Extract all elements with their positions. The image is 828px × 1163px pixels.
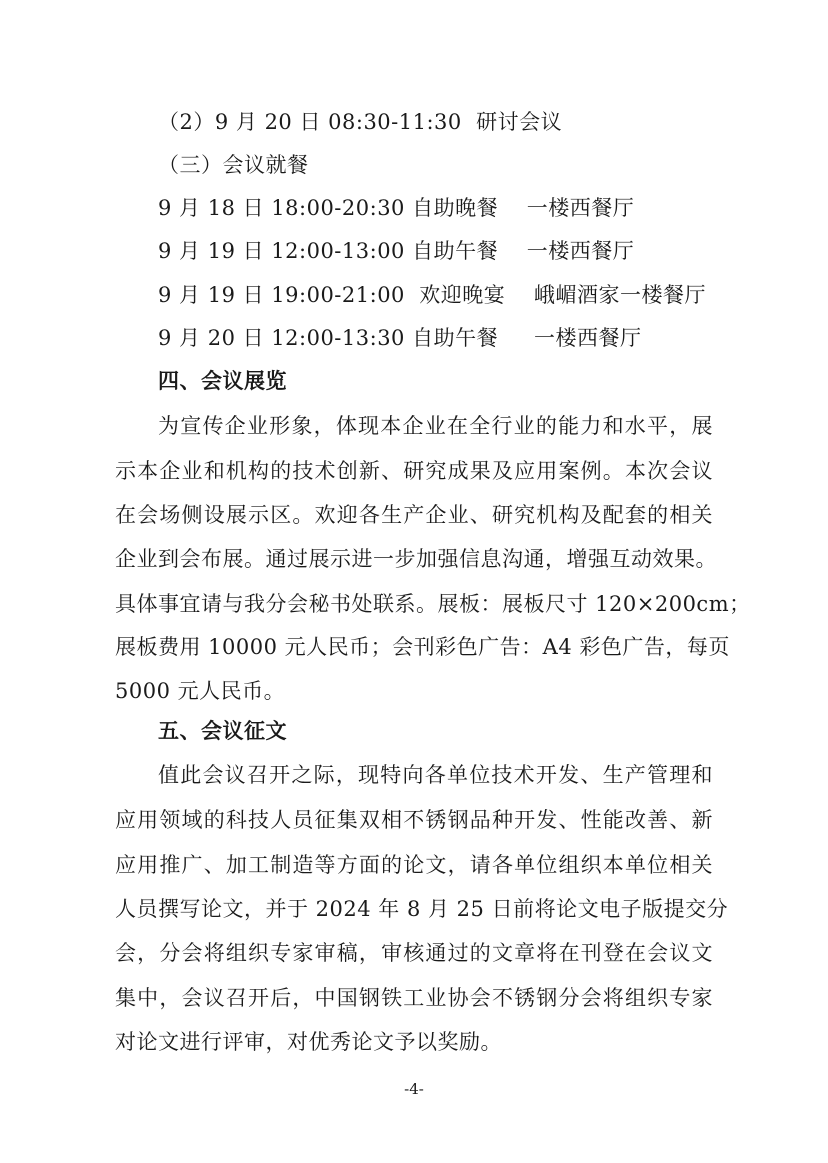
papers-paragraph-line: 会，分会将组织专家审稿，审核通过的文章将在刊登在会议文 — [115, 941, 713, 965]
schedule-item-2: （2）9 月 20 日 08:30-11:30 研讨会议 — [158, 110, 563, 134]
papers-paragraph-line: 值此会议召开之际，现特向各单位技术开发、生产管理和 — [158, 763, 713, 787]
exhibition-paragraph-line: 示本企业和机构的技术创新、研究成果及应用案例。本次会议 — [115, 459, 713, 483]
exhibition-paragraph-line: 企业到会布展。通过展示进一步加强信息沟通，增强互动效果。 — [115, 547, 717, 571]
papers-paragraph-line: 人员撰写论文，并于 2024 年 8 月 25 日前将论文电子版提交分 — [115, 897, 729, 921]
meal-line: 9 月 20 日 12:00-13:30 自助午餐 一楼西餐厅 — [158, 326, 642, 350]
papers-paragraph-line: 集中，会议召开后，中国钢铁工业协会不锈钢分会将组织专家 — [115, 986, 713, 1010]
exhibition-heading: 四、会议展览 — [158, 369, 287, 393]
exhibition-paragraph-line: 具体事宜请与我分会秘书处联系。展板：展板尺寸 120×200cm； — [115, 592, 751, 616]
page-number: -4- — [404, 1080, 424, 1098]
papers-paragraph-line: 对论文进行评审，对优秀论文予以奖励。 — [115, 1030, 502, 1054]
exhibition-paragraph-line: 展板费用 10000 元人民币；会刊彩色广告：A4 彩色广告，每页 — [115, 635, 730, 659]
exhibition-paragraph-line: 5000 元人民币。 — [115, 679, 286, 703]
exhibition-paragraph-line: 在会场侧设展示区。欢迎各生产企业、研究机构及配套的相关 — [115, 503, 713, 527]
papers-heading: 五、会议征文 — [158, 719, 287, 743]
exhibition-paragraph-line: 为宣传企业形象，体现本企业在全行业的能力和水平，展 — [158, 414, 713, 438]
papers-paragraph-line: 应用领域的科技人员征集双相不锈钢品种开发、性能改善、新 — [115, 808, 713, 832]
meal-line: 9 月 19 日 12:00-13:00 自助午餐 一楼西餐厅 — [158, 239, 635, 263]
meal-line: 9 月 18 日 18:00-20:30 自助晚餐 一楼西餐厅 — [158, 196, 635, 220]
papers-paragraph-line: 应用推广、加工制造等方面的论文，请各单位组织本单位相关 — [115, 853, 713, 877]
section-meals-title: （三）会议就餐 — [158, 153, 309, 177]
meal-line: 9 月 19 日 19:00-21:00 欢迎晚宴 峨嵋酒家一楼餐厅 — [158, 283, 706, 307]
